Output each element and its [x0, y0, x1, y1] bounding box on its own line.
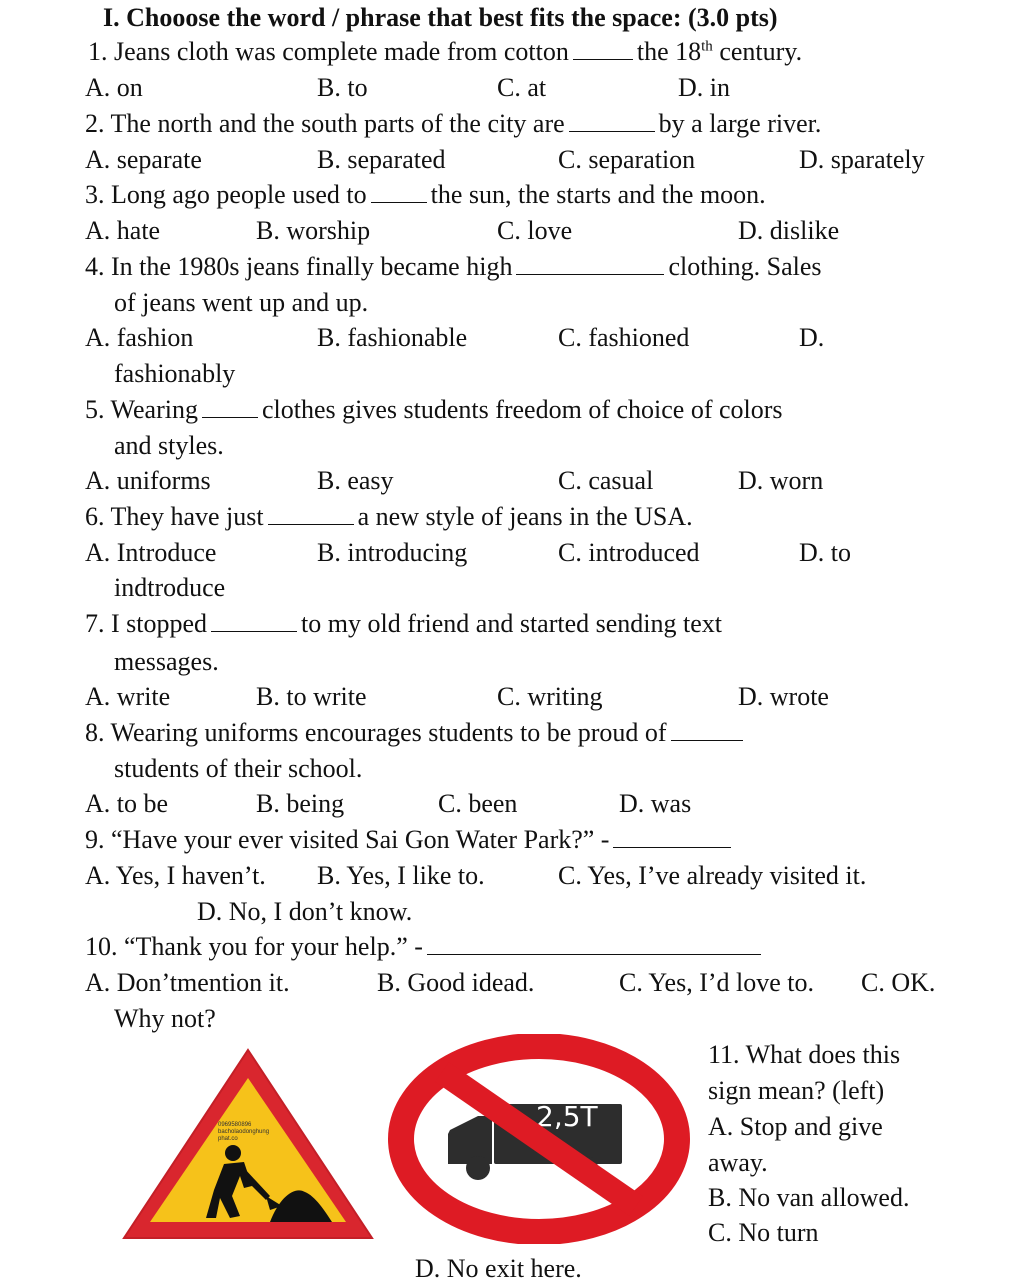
truck-weight-label: 2,5T [536, 1100, 598, 1133]
question-8 [85, 715, 747, 751]
question-6 [85, 499, 693, 535]
answer-blank [516, 252, 664, 275]
answer-blank [613, 825, 731, 848]
q2-option-b[interactable]: B. separated [317, 145, 446, 174]
q6-option-c[interactable]: C. introduced [558, 538, 700, 567]
q11-option-a-cont[interactable]: away. [708, 1148, 768, 1177]
q9-option-b[interactable]: B. Yes, I like to. [317, 861, 485, 890]
question-10 [85, 929, 765, 965]
answer-blank [202, 395, 258, 418]
q7-option-c[interactable]: C. writing [497, 682, 603, 711]
q7-option-b[interactable]: B. to write [256, 682, 367, 711]
watermark-domain: phat.co [218, 1136, 238, 1142]
answer-blank [573, 37, 633, 60]
q10-option-a[interactable]: A. Don’tmention it. [85, 968, 290, 997]
q4-option-c[interactable]: C. fashioned [558, 323, 690, 352]
q7-option-d[interactable]: D. wrote [738, 682, 829, 711]
q11-option-b[interactable]: B. No van allowed. [708, 1183, 910, 1212]
q3-option-a[interactable]: A. hate [85, 216, 161, 245]
answer-blank [671, 718, 743, 741]
q5-option-b[interactable]: B. easy [317, 466, 394, 495]
q11-option-d[interactable]: D. No exit here. [415, 1254, 582, 1283]
q6-stem: 6. They have just [85, 502, 264, 531]
q6-option-d[interactable]: D. to [799, 538, 851, 567]
q5-option-a[interactable]: A. uniforms [85, 466, 211, 495]
question-7 [85, 606, 722, 642]
q4-stem: 4. In the 1980s jeans finally became high [85, 252, 513, 281]
q9-option-a[interactable]: A. Yes, I haven’t. [85, 861, 266, 890]
q1-superscript: th [701, 38, 713, 55]
question-11-line2: sign mean? (left) [708, 1076, 885, 1105]
watermark-site: bacholaodonghung [218, 1129, 270, 1135]
q7-option-a[interactable]: A. write [85, 682, 171, 711]
q11-option-a[interactable]: A. Stop and give [708, 1112, 883, 1141]
q5-stem-line2: and styles. [114, 431, 224, 460]
watermark-phone: 0969580896 [218, 1122, 252, 1128]
q5-option-c[interactable]: C. casual [558, 466, 654, 495]
roadworks-warning-sign [120, 1046, 376, 1242]
question-4 [85, 249, 822, 285]
q10-stem: 10. “Thank you for your help.” - [85, 932, 423, 961]
q9-stem: 9. “Have your ever visited Sai Gon Water Park?” - [85, 825, 610, 854]
q1-stem-end: century. [719, 37, 803, 66]
q8-option-a[interactable]: A. to be [85, 789, 169, 818]
q10-option-d[interactable]: C. OK. [861, 968, 936, 997]
q6-option-d-cont[interactable]: indtroduce [114, 573, 226, 602]
section-title: I. Chooose the word / phrase that best fits the space: (3.0 pts) [103, 3, 778, 32]
q1-option-b[interactable]: B. to [317, 73, 368, 102]
question-11: 11. What does this [708, 1040, 901, 1069]
q1-option-c[interactable]: C. at [497, 73, 547, 102]
q1-stem-cont: the 18 [636, 37, 702, 66]
q4-option-a[interactable]: A. fashion [85, 323, 194, 352]
q5-option-d[interactable]: D. worn [738, 466, 824, 495]
question-9 [85, 822, 735, 858]
question-1 [88, 34, 802, 70]
q3-stem: 3. Long ago people used to [85, 180, 367, 209]
answer-blank [268, 502, 354, 525]
q9-option-d[interactable]: D. No, I don’t know. [197, 897, 413, 926]
q8-option-c[interactable]: C. been [438, 789, 518, 818]
q2-stem: 2. The north and the south parts of the city are [85, 109, 565, 138]
q10-option-c[interactable]: C. Yes, I’d love to. [619, 968, 815, 997]
q8-stem: 8. Wearing uniforms encourages students to be proud of [85, 718, 667, 747]
question-2 [85, 106, 821, 142]
q8-stem-line2: students of their school. [114, 754, 363, 783]
q6-stem-end: a new style of jeans in the USA. [357, 502, 693, 531]
q7-stem-end: to my old friend and started sending text [301, 609, 723, 638]
q8-option-b[interactable]: B. being [256, 789, 345, 818]
q3-option-d[interactable]: D. dislike [738, 216, 840, 245]
q1-option-d[interactable]: D. in [678, 73, 730, 102]
q7-stem: 7. I stopped [85, 609, 208, 638]
q2-option-a[interactable]: A. separate [85, 145, 202, 174]
question-5 [85, 392, 783, 428]
answer-blank [371, 180, 427, 203]
q3-option-c[interactable]: C. love [497, 216, 573, 245]
q11-option-c[interactable]: C. No turn [708, 1218, 819, 1247]
q4-option-d-cont[interactable]: fashionably [114, 359, 236, 388]
q10-option-d-cont[interactable]: Why not? [114, 1004, 216, 1033]
question-3 [85, 177, 766, 213]
q6-option-b[interactable]: B. introducing [317, 538, 468, 567]
answer-blank [427, 932, 761, 955]
q1-option-a[interactable]: A. on [85, 73, 143, 102]
q10-option-b[interactable]: B. Good idead. [377, 968, 535, 997]
q3-stem-end: the sun, the starts and the moon. [430, 180, 766, 209]
q2-stem-end: by a large river. [658, 109, 822, 138]
q8-option-d[interactable]: D. was [619, 789, 692, 818]
answer-blank [211, 609, 297, 632]
q5-stem-end: clothes gives students freedom of choice of colors [261, 395, 783, 424]
q2-option-c[interactable]: C. separation [558, 145, 696, 174]
q1-stem: 1. Jeans cloth was complete made from cotton [88, 37, 569, 66]
q4-option-d[interactable]: D. [799, 323, 825, 352]
q2-option-d[interactable]: D. sparately [799, 145, 925, 174]
q4-stem-line2: of jeans went up and up. [114, 288, 369, 317]
q7-stem-line2: messages. [114, 647, 219, 676]
q4-option-b[interactable]: B. fashionable [317, 323, 468, 352]
q3-option-b[interactable]: B. worship [256, 216, 371, 245]
q9-option-c[interactable]: C. Yes, I’ve already visited it. [558, 861, 867, 890]
no-trucks-sign [386, 1034, 692, 1244]
q5-stem: 5. Wearing [85, 395, 198, 424]
answer-blank [569, 109, 655, 132]
q4-stem-end: clothing. Sales [668, 252, 822, 281]
q6-option-a[interactable]: A. Introduce [85, 538, 217, 567]
